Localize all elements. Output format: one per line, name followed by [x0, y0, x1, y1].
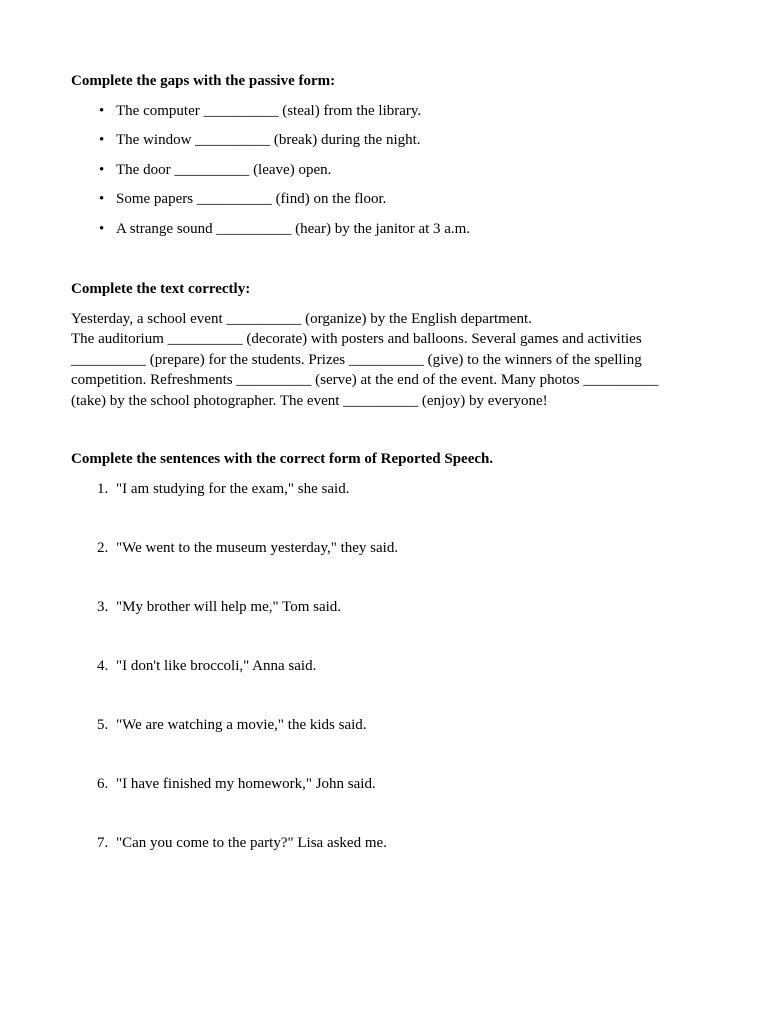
item-number: 1. — [97, 481, 109, 497]
text-completion-heading: Complete the text correctly: — [71, 281, 251, 297]
item-number: 7. — [97, 835, 109, 851]
list-item-text: "I am studying for the exam," she said. — [116, 481, 350, 497]
list-item — [71, 538, 398, 597]
list-item-text: The window __________ (break) during the night. — [116, 132, 421, 149]
item-number: 5. — [97, 717, 109, 733]
paragraph-line: __________ (prepare) for the students. Prizes __________ (give) to the winners of the spelling — [71, 351, 642, 368]
list-item — [71, 219, 470, 248]
list-item-text: "Can you come to the party?" Lisa asked me. — [116, 835, 387, 851]
item-number: 4. — [97, 658, 109, 674]
list-item-text: "I don't like broccoli," Anna said. — [116, 658, 317, 674]
list-item — [71, 774, 398, 833]
list-item-text: "I have finished my homework," John said. — [116, 776, 376, 792]
item-number: 2. — [97, 540, 109, 556]
paragraph-line: Yesterday, a school event __________ (organize) by the English department. — [71, 311, 532, 327]
bullet-icon: • — [99, 191, 105, 208]
bullet-icon: • — [99, 103, 105, 119]
list-item — [71, 597, 398, 656]
paragraph-line: (take) by the school photographer. The event __________ (enjoy) by everyone! — [71, 392, 548, 409]
item-number: 6. — [97, 776, 109, 792]
bullet-icon: • — [99, 220, 105, 237]
list-item — [71, 189, 470, 218]
list-item-text: Some papers __________ (find) on the floor. — [116, 191, 387, 208]
reported-speech-heading: Complete the sentences with the correct form of Reported Speech. — [71, 451, 494, 467]
list-item-text: A strange sound __________ (hear) by the janitor at 3 a.m. — [116, 220, 471, 237]
list-item — [71, 101, 470, 130]
list-item-text: The door __________ (leave) open. — [116, 161, 332, 178]
list-item-text: "My brother will help me," Tom said. — [116, 599, 342, 615]
list-item-text: The computer __________ (steal) from the library. — [116, 103, 422, 119]
list-item — [71, 130, 470, 159]
bullet-icon: • — [99, 161, 105, 178]
list-item — [71, 833, 398, 892]
passive-form-list — [71, 101, 470, 248]
list-item-text: "We are watching a movie," the kids said. — [116, 717, 367, 733]
bullet-icon: • — [99, 132, 105, 149]
list-item — [71, 479, 398, 538]
reported-speech-list — [71, 479, 398, 892]
text-completion-paragraph — [71, 309, 671, 411]
list-item — [71, 656, 398, 715]
paragraph-line: The auditorium __________ (decorate) with posters and balloons. Several games and activities — [71, 331, 642, 348]
list-item — [71, 160, 470, 189]
item-number: 3. — [97, 599, 109, 615]
list-item — [71, 715, 398, 774]
passive-form-heading: Complete the gaps with the passive form: — [71, 73, 336, 89]
list-item-text: "We went to the museum yesterday," they said. — [116, 540, 399, 556]
paragraph-line: competition. Refreshments __________ (serve) at the end of the event. Many photos __________ — [71, 372, 659, 389]
